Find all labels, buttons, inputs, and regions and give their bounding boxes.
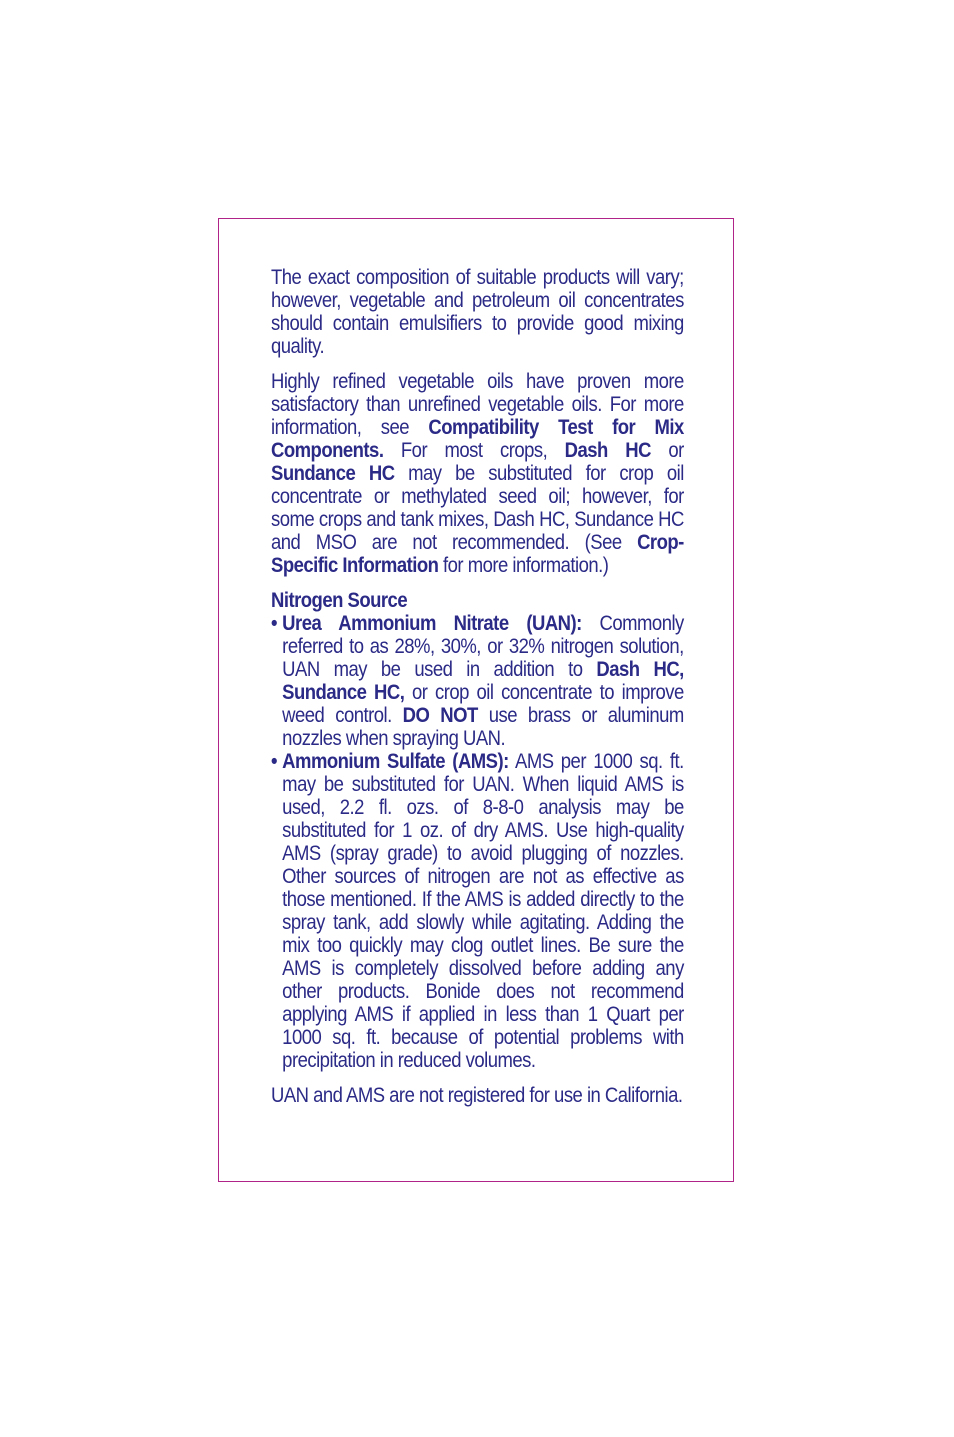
text-run: for more information.) — [438, 553, 609, 577]
nitrogen-source-list — [271, 612, 684, 1072]
bullet-glyph: • — [271, 749, 277, 773]
uan-term: Urea Ammonium Nitrate (UAN): — [282, 611, 582, 635]
text-run: AMS per 1000 sq. ft. may be substituted for UAN. When liquid AMS is used, 2.2 fl. ozs. of 8-8-0 analysis may be substituted for 1 oz. of dry AMS. Use high-quality AMS (spray grade) to avoid plugging of nozzles. Other sources of nitrogen are not as effective as those mentioned. If the AMS is added directly to the spray tank, add slowly while agitating. Adding the mix too quickly may clog outlet lines. Be sure the AMS is completely dissolved before adding any other products. Bonide does not recommend applying AMS if applied in less than 1 Quart per 1000 sq. ft. because of potential problems with precipitation in reduced volumes. — [282, 749, 684, 1072]
text-run: Commonly referred to as 28%, 30%, or 32% nitrogen solution, UAN may be used in addition to — [282, 611, 684, 681]
ams-term: Ammonium Sulfate (AMS): — [282, 749, 509, 773]
nitrogen-source-heading: Nitrogen Source — [271, 588, 408, 612]
label-text — [271, 266, 684, 1119]
text-run: or — [650, 438, 684, 462]
list-item-uan — [271, 612, 684, 750]
label-panel — [218, 218, 734, 1182]
sundance-hc-name: Sundance HC — [271, 461, 395, 485]
dash-hc-name: Dash HC — [564, 438, 651, 462]
text-run: use brass or aluminum nozzles when spraying UAN. — [282, 703, 684, 750]
text-run: may be substituted for crop oil concentrate or methylated seed oil; however, for some crops and tank mixes, Dash HC, Sundance HC and MSO are not recommended. (See — [271, 461, 684, 554]
product-names: Dash HC, Sundance HC, — [282, 657, 684, 704]
paragraph-vegetable-oils — [271, 370, 684, 577]
crop-specific-ref: Crop-Specific Information — [271, 530, 684, 577]
text-run: For most crops, — [383, 438, 565, 462]
bullet-glyph: • — [271, 611, 277, 635]
compatibility-test-ref: Compatibility Test for Mix Components. — [271, 415, 684, 462]
paragraph-california-note: UAN and AMS are not registered for use in California. — [271, 1083, 683, 1107]
paragraph-composition: The exact composition of suitable products will vary; however, vegetable and petroleum oil concentrates should contain emulsifiers to provide good mixing quality. — [271, 265, 684, 358]
text-run: or crop oil concentrate to improve weed control. — [282, 680, 684, 727]
list-item-ams — [271, 750, 684, 1072]
text-run: Highly refined vegetable oils have proven more satisfactory than unrefined vegetable oils. For more information, see — [271, 369, 684, 439]
do-not-warning: DO NOT — [402, 703, 478, 727]
